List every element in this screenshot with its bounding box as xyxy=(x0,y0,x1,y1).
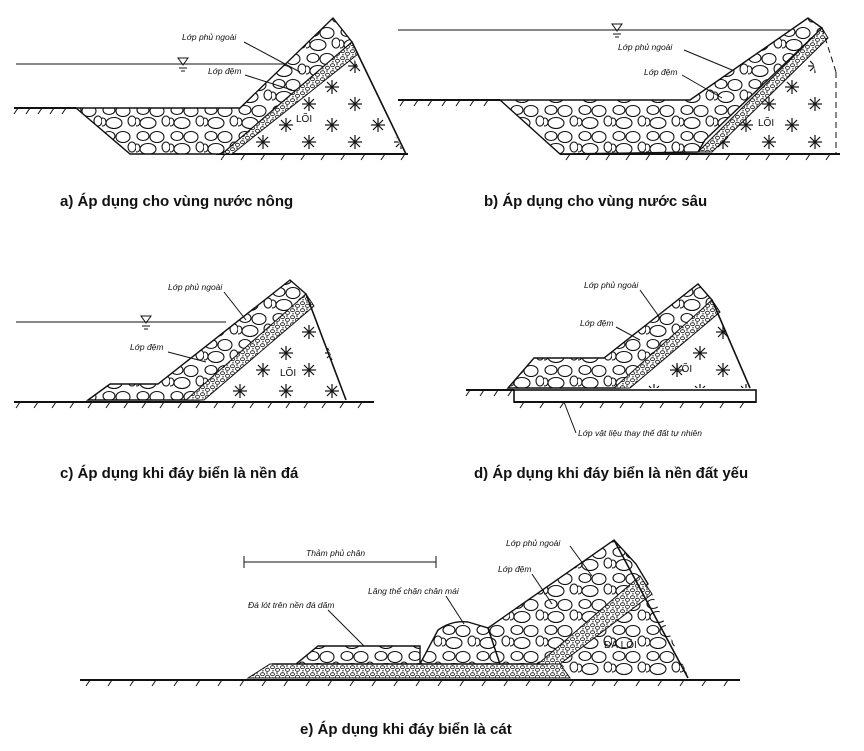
label-toe-mat: Thảm phủ chân xyxy=(306,548,366,558)
bedding-layer xyxy=(248,664,570,678)
label-replacement-soil: Lớp vật liệu thay thế đất tự nhiên xyxy=(578,428,702,438)
caption-a: a) Áp dụng cho vùng nước nông xyxy=(60,193,294,210)
caption-e: e) Áp dụng khi đáy biển là cát xyxy=(300,721,512,738)
panel-d xyxy=(466,280,756,482)
label-cover-layer: Lớp phủ ngoài xyxy=(182,32,237,42)
caption-d: d) Áp dụng khi đáy biển là nền đất yếu xyxy=(474,465,749,482)
core-label: LÕI xyxy=(758,118,775,129)
caption-c: c) Áp dụng khi đáy biển là nền đá xyxy=(60,465,299,482)
label-toe-berm: Lăng thể chặn chân mái xyxy=(368,586,459,596)
replacement-soil-layer xyxy=(514,390,756,402)
panel-b xyxy=(398,18,840,210)
label-filter-layer: Lớp đệm xyxy=(498,564,532,574)
label-filter-layer: Lớp đệm xyxy=(644,67,678,77)
core-label: LÕI xyxy=(296,114,313,125)
core-label: LÕI xyxy=(676,364,693,375)
core-label: LÕI xyxy=(280,368,297,379)
label-cover-layer: Lớp phủ ngoài xyxy=(618,42,673,52)
panel-a xyxy=(14,18,408,210)
label-filter-layer: Lớp đệm xyxy=(580,318,614,328)
label-cover-layer: Lớp phủ ngoài xyxy=(506,538,561,548)
panel-e xyxy=(80,538,740,738)
toe-mat xyxy=(272,646,420,664)
panel-c xyxy=(14,280,374,482)
label-filter-layer: Lớp đệm xyxy=(208,66,242,76)
caption-b: b) Áp dụng cho vùng nước sâu xyxy=(484,193,708,210)
label-cover-layer: Lớp phủ ngoài xyxy=(168,282,223,292)
label-cover-layer: Lớp phủ ngoài xyxy=(584,280,639,290)
label-filter-layer: Lớp đệm xyxy=(130,342,164,352)
label-bedding-stone: Đá lót trên nền đá dăm xyxy=(248,600,335,610)
core-label: ĐÁ LÕI xyxy=(604,640,637,651)
